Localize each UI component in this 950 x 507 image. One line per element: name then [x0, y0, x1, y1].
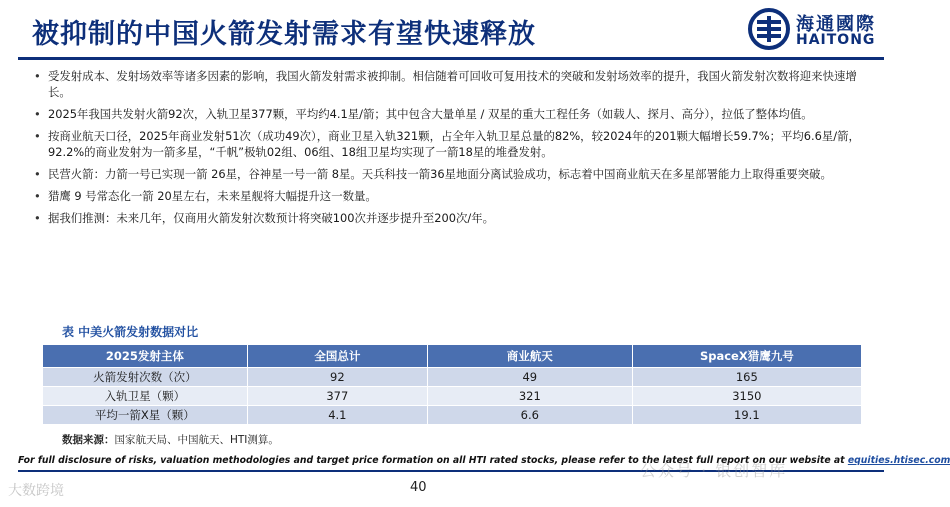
table-cell: 49 — [427, 368, 632, 387]
website-link[interactable]: equities.htisec.com — [847, 455, 950, 466]
table-row — [43, 387, 862, 406]
table-row-label: 火箭发射次数（次） — [43, 368, 248, 387]
table-cell: 6.6 — [427, 406, 632, 425]
table-cell: 321 — [427, 387, 632, 406]
header-divider — [18, 57, 884, 60]
launch-comparison-table — [42, 344, 862, 425]
table-header-cell: 全国总计 — [247, 345, 427, 368]
table-row — [43, 406, 862, 425]
table-cell: 4.1 — [247, 406, 427, 425]
table-header-row — [43, 345, 862, 368]
table-cell: 377 — [247, 387, 427, 406]
watermark-right: 公众号 · 银创智库 — [640, 461, 788, 480]
slide-title: 被抑制的中国火箭发射需求有望快速释放 — [32, 19, 536, 50]
table-row-label: 平均一箭X星（颗） — [43, 406, 248, 425]
source-text: 国家航天局、中国航天、HTI测算。 — [114, 434, 279, 446]
table-cell: 165 — [632, 368, 861, 387]
disclaimer-text: For full disclosure of risks, valuation methodologies and target price formation on all HTI rated stocks, please refer to the latest full report on our website at — [18, 455, 848, 466]
data-source-note — [62, 432, 279, 447]
haitong-logo-icon — [748, 8, 790, 50]
page-number: 40 — [410, 480, 427, 495]
logo-cn-text: 海通國際 — [796, 14, 876, 35]
table-cell: 19.1 — [632, 406, 861, 425]
table-header-cell: 2025发射主体 — [43, 345, 248, 368]
bullet-item: • 2025年我国共发射火箭92次，入轨卫星377颗，平均约4.1星/箭；其中包含大量单星 / 双星的重大工程任务（如载人、探月、高分），拉低了整体均值。 — [34, 106, 874, 122]
slide-header — [0, 0, 900, 58]
table-header-cell: 商业航天 — [427, 345, 632, 368]
bullet-list — [34, 68, 874, 232]
table-header-cell: SpaceX猎鹰九号 — [632, 345, 861, 368]
bullet-item: • 民营火箭：力箭一号已实现一箭 26星，谷神星一号一箭 8星。天兵科技一箭36星地面分离试验成功，标志着中国商业航天在多星部署能力上取得重要突破。 — [34, 166, 874, 182]
table-cell: 3150 — [632, 387, 861, 406]
table-title: 表 中美火箭发射数据对比 — [62, 325, 199, 339]
logo-en-text: HAITONG — [796, 32, 876, 48]
watermark-left: 大数跨境 — [8, 483, 64, 499]
bullet-item: • 受发射成本、发射场效率等诸多因素的影响，我国火箭发射需求被抑制。相信随着可回收可复用技术的突破和发射场效率的提升，我国火箭发射次数将迎来快速增长。 — [34, 68, 874, 100]
table-row-label: 入轨卫星（颗） — [43, 387, 248, 406]
bullet-item: • 按商业航天口径，2025年商业发射51次（成功49次），商业卫星入轨321颗，占全年入轨卫星总量的82%，较2024年的201颗大幅增长59.7%；平均6.6星/箭，92.2%的商业发射为一箭多星，“千帆”极轨02组、06组、18组卫星均实现了一箭18星的堆叠发射。 — [34, 128, 874, 160]
haitong-logo — [748, 8, 888, 52]
table-cell: 92 — [247, 368, 427, 387]
table-row — [43, 368, 862, 387]
bullet-item: • 据我们推测：未来几年，仅商用火箭发射次数预计将突破100次并逐步提升至200次/年。 — [34, 210, 874, 226]
bullet-item: • 猎鹰 9 号常态化一箭 20星左右，未来星舰将大幅提升这一数量。 — [34, 188, 874, 204]
source-label: 数据来源： — [62, 434, 115, 446]
